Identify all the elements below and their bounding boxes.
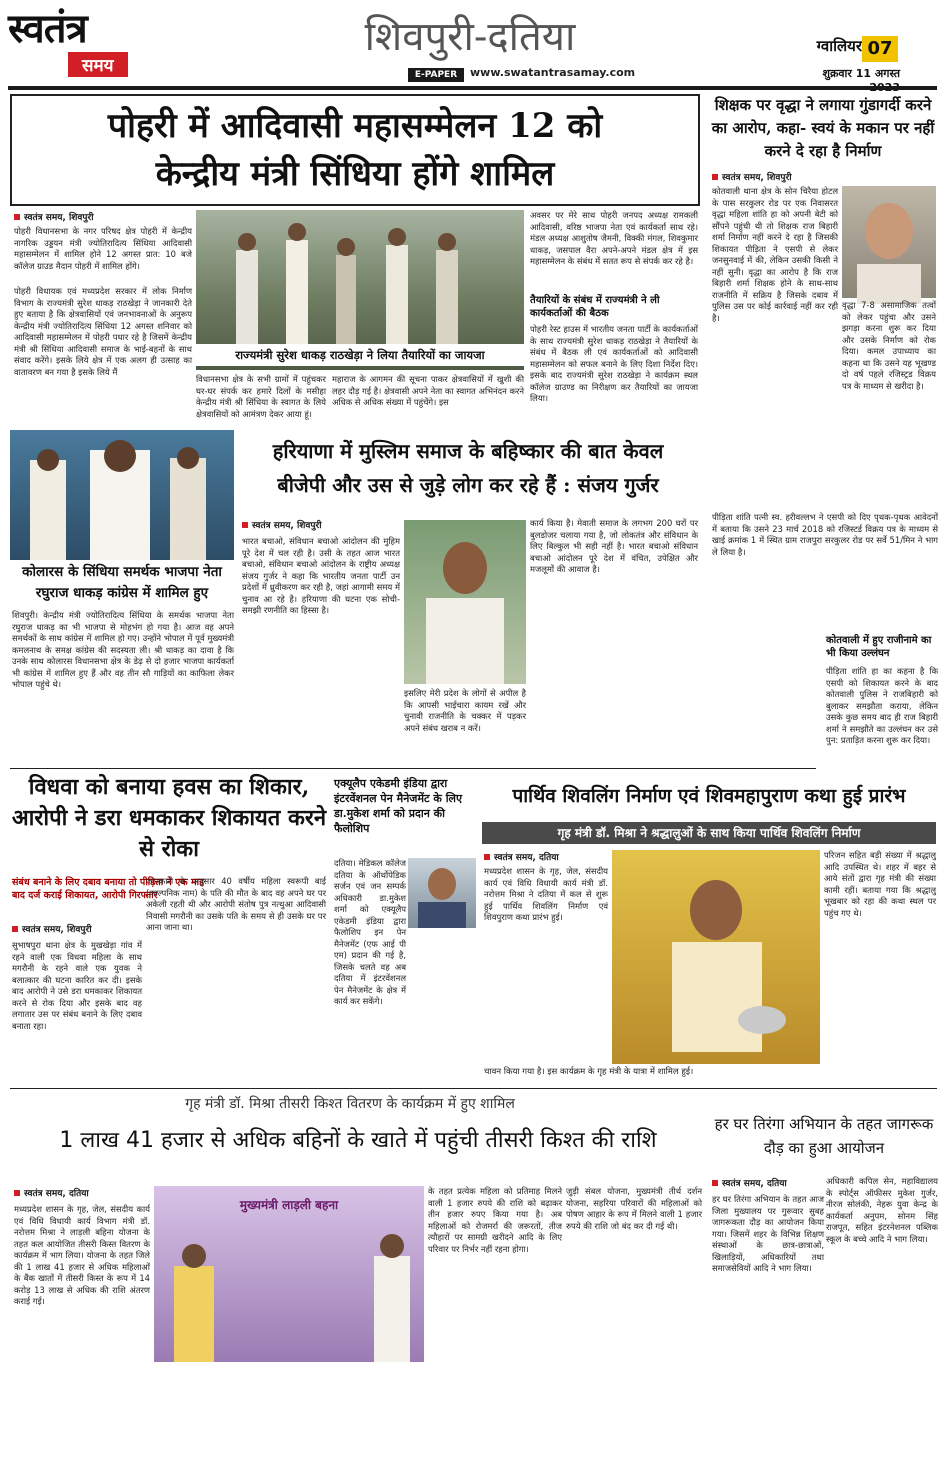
story4-col-3: कार्य किया है। मेवाती समाज के लगभग 200 घरों पर बुलडोजर चलाया गया है, जो लोकतंत्र और संविधान के लिए बिल्कुल भी सही नहीं है। भारत बचाओ संविधान बचाओ आंदोलन पूरे देश में वंचित, उपेक्षित और मजलूमों की आवाज है। [530, 518, 698, 574]
lead-headline-box [10, 94, 700, 206]
story6-headline: एक्यूलैप एकेडमी इंडिया द्वारा इंटरवेंशनल पेन मैनेजमेंट के लिए डा.मुकेश शर्मा को प्रदान की फैलोशिप [334, 777, 463, 835]
story2-text-3: पीड़िता शांति हा का कहना है कि एसपी को शिकायत करने के बाद कोतवाली पुलिस ने राजबिहारी को बुलाकर समझौता कराया, लेकिन उसके कुछ समय बाद ही राज बिहारी शर्मा ने समझौते का उल्लंघन कर उसे पुन: प्रताड़ित करना शुरू कर दिया। [826, 666, 938, 745]
lead-col-3: महाराज के आगमन की सूचना पाकर क्षेत्रवासियों में खुशी की लहर दौड़ गई है। क्षेत्रवासी अपने नेता का स्वागत अभिनंदन करने अधिक से अधिक संख्या में पहुंचेंगे। इस [332, 374, 524, 407]
story4-portrait [404, 520, 526, 684]
story8-photo [154, 1186, 424, 1362]
story4-headline [240, 434, 696, 508]
story3-photo-figures [10, 430, 234, 560]
section-divider-2 [10, 1088, 937, 1089]
lead-col-2: विधानसभा क्षेत्र के सभी ग्रामों में पहुंचकर घर-घर संपर्क कर हमारे दिलों के मसीहा केन्द्रीय मंत्री श्री सिंधिया के स्वागत के लिये क्षेत्रवासियों को आमंत्रण देकर आया हूं। [196, 374, 326, 419]
story8-text-2 [154, 1364, 424, 1462]
story4-photo-caption: इसलिए मेरी प्रदेश के लोगों से अपील है कि आपसी भाईचारा कायम रखें और चुनावी राजनीति के चक्कर में पड़कर अपने संबंध खराब न करें। [404, 688, 526, 733]
lead-para-1: पोहरी विधानसभा के नगर परिषद क्षेत्र पोहरी में केन्द्रीय नागरिक उड्डयन मंत्री ज्योतिरादित्य सिंधिया आदिवासी महासम्मेलन में शामिल होने 12 अगस्त प्रात: 10 बजे कॉलेज ग्राउड मैदान पोहरी में शामिल होंगे। [14, 226, 192, 271]
edition-title: शिवपुरी-दतिया [364, 14, 576, 60]
story5-subhead: संबंध बनाने के लिए दबाव बनाया तो पीड़िता ने एक माह बाद दर्ज कराई शिकायत, आरोपी गिरफ्तार [12, 877, 205, 901]
story2-subhead: कोतवाली में हुए राजीनामे का भी किया उल्लंघन [826, 635, 932, 659]
story4-col-1: भारत बचाओ, संविधान बचाओ आंदोलन की मुहिम पूरे देश में चल रही है। उसी के तहत आज भारत बचाओ, संविधान बचाओ आंदोलन के राष्ट्रीय अध्यक्ष संजय गुर्जर ने कहा कि भारतीय जनता पार्टी उन प्रदेशों में ध्रुवीकरण कर रही है, जहां आगामी समय में चुनाव आ रहे है। हरियाणा की घटना एक सोची-समझी रणनीति का हिस्सा है। [242, 536, 400, 615]
story4-headline-1: हरियाणा में मुस्लिम समाज के बहिष्कार की बात केवल [272, 439, 664, 463]
story6-portrait [408, 858, 476, 928]
story5-byline: स्वतंत्र समय, शिवपुरी [12, 922, 172, 936]
story9-byline: स्वतंत्र समय, दतिया [712, 1176, 822, 1190]
story3-photo [10, 430, 234, 560]
story7-byline: स्वतंत्र समय, दतिया [484, 850, 624, 864]
story7-text-2: परिजन सहित बड़ी संख्या में श्रद्धालु आदि उपस्थित थे। शहर में बहर से आये संतों द्वारा गृह मंत्री की संख्या कामी रहीं। बताया गया कि श्रद्धालु भूखबार को रहा की कथा स्थल पर पहुंच गए थे। [824, 850, 936, 918]
lead-col-4b: पोहरी रेस्ट हाउस में भारतीय जनता पार्टी के कार्यकर्ताओं के साथ राज्यमंत्री सुरेश धाकड़ राठखेड़ा ने तैयारियों के संबंध में बैठक ली एवं कार्यकर्ताओं को आदिवासी महासम्मेलन को सफल बनाने के लिए दिशा निर्देश दिए। इसके बाद राज्यमंत्री सुरेश राठखेड़ा ने कार्यक्रम स्थल कॉलेज ग्राउण्ड का निरीक्षण कर तैयारियों का जायजा लिया। [530, 324, 698, 403]
story8-headline: 1 लाख 41 हजार से अधिक बहिनों के खाते में पहुंची तीसरी किश्त की राशि [59, 1128, 657, 1153]
masthead-divider [8, 86, 937, 90]
lead-headline-1: पोहरी में आदिवासी महासम्मेलन 12 को [107, 106, 603, 146]
website-link[interactable]: www.swatantrasamay.com [470, 66, 636, 79]
lead-headline-2: केन्द्रीय मंत्री सिंधिया होंगे शामिल [155, 154, 555, 194]
story5-headline: विधवा को बनाया हवस का शिकार, आरोपी ने डरा धमकाकर शिकायत करने से रोका [10, 772, 328, 868]
brand-name: स्वतंत्र [8, 5, 87, 52]
story7-subhead: गृह मंत्री डॉ. मिश्रा ने श्रद्धालुओं के साथ किया पार्थिव शिवलिंग निर्माण [482, 822, 936, 844]
lead-byline: स्वतंत्र समय, शिवपुरी [14, 210, 194, 224]
story6-text: दतिया। मेडिकल कॉलेज दतिया के ऑर्थोपेडिक सर्जन एवं जन सम्पर्क अधिकारी डा.मुकेश शर्मा को एक्यूलैप एकेडमी इंडिया द्वारा फैलोशिप इन पेन मैनेजमेंट (एफ आई पी एम) प्रदान की गई है, जिसके चलते वह अब दतिया में इंटरवेंशनल पेन मैनेजमेंट के क्षेत्र में कार्य कर सकेंगे। [334, 858, 406, 1006]
story7-text: मध्यप्रदेश शासन के गृह, जेल, संसदीय कार्य एवं विधि विधायी कार्य मंत्री डॉ. नरोत्तम मिश्रा ने दतिया में कल से शुरू हुई पार्थिव शिवलिंग निर्माण एवं शिवपुराण कथा प्रारंभ हुई। [484, 866, 608, 922]
story3-text: शिवपुरी। केन्द्रीय मंत्री ज्योतिरादित्य सिंधिया के समर्थक भाजपा नेता रघुराज धाकड़ का भी भाजपा से मोहभंग हो गया है। आज वह अपने समर्थकों के साथ कांग्रेस में शामिल हो गए। उन्होंने भोपाल में पूर्व मुख्यमंत्री कमलनाथ के समक्ष कांग्रेस की सदस्यता ली। श्री धाकड़ का दावा है कि उनके साथ कोलारस विधानसभा क्षेत्र के डेढ़ से दो हजार भाजपा कार्यकर्ता भी कांग्रेस में शामिल हुए हैं और वह तीन सौ गाड़ियों का काफिला लेकर भोपाल पहुंचे थे। [12, 610, 234, 689]
story6-photo [408, 858, 476, 928]
story4-photo [404, 520, 526, 684]
epaper-badge: E-PAPER [408, 68, 464, 82]
section-divider [10, 768, 816, 769]
story3-headline: कोलारस के सिंधिया समर्थक भाजपा नेता रघुराज धाकड़ कांग्रेस में शामिल हुए [22, 564, 222, 601]
issue-date: शुक्रवार 11 अगस्त [822, 67, 900, 80]
story9-text-2: अधिकारी कपिल सेन, महाविद्यालय के स्पोर्ट्स ऑफीसर मुकेश गुर्जर, नीरज सोलंकी, नेहरू युवा केन्द्र के कार्यकर्ता अनुपम, सोनम सिंह राजपूत, सहित इंटरनेशनल पब्लिक स्कूल के बच्चे आदि ने भाग लिया। [826, 1176, 938, 1244]
story2-byline: स्वतंत्र समय, शिवपुरी [712, 170, 872, 184]
masthead-logo [8, 6, 138, 86]
story7-photo-figure [612, 850, 820, 1064]
lead-subhead: तैयारियों के संबंध में राज्यमंत्री ने ली कार्यकर्ताओं की बैठक [530, 295, 660, 319]
story2-photo [842, 186, 936, 298]
lead-para-2: पोहरी विधायक एवं मध्यप्रदेश सरकार में लोक निर्माण विभाग के राज्यमंत्री सुरेश धाकड़ राठखेड़ा ने जानकारी देते हुए बताया है कि क्षेत्रवासियों एवं जनभावनाओं के अनुरूप केन्द्रीय मंत्री ज्योतिरादित्य सिंधिया 12 अगस्त शनिवार को आदिवासी महासम्मेलन में पोहरी पधार रहे है जिसमें केन्द्रीय मंत्री श्री सिंधिया आदिवासी समाज के भाई-बहनों के साथ संवाद करेंगे। इसके लिये क्षेत्र में एक अलग ही उत्साह का वातावरण बन गया है इसके लिये मैं [14, 286, 192, 377]
story9-headline: हर घर तिरंगा अभियान के तहत जागरूक दौड़ का हुआ आयोजन [714, 1115, 934, 1157]
story2-photo-caption: वृद्धा 7-8 असामाजिक तत्वों को लेकर पहुंचा और उसने झगड़ा करना शुरू कर दिया और उसके निर्माण को रोक दिया। कमल उपाध्याय का कहना था कि उसने यह भूखण्ड दो वर्ष पहले रजिस्ट्रड विक्रय पत्र के माध्यम से खरीदा है। [842, 300, 936, 391]
lead-photo-caption: राज्यमंत्री सुरेश धाकड़ राठखेड़ा ने लिया तैयारियों का जायजा [196, 344, 524, 366]
story5-text: सुभाषपुरा थाना क्षेत्र के मुखखेड़ा गांव में रहने वाली एक विधवा महिला के साथ मगरौनी के रहने वाले एक युवक ने बलात्कार की घटना कारित कर दी। इसके बाद आरोपी ने उसे डरा धमकाकर शिकायत करने से रोक दिया और इसके बाद वह लगातार उस पर संबंध बनाने के लिए दबाव बनाता रहा। [12, 940, 142, 1031]
story2-portrait [842, 186, 936, 298]
story4-headline-2: बीजेपी और उस से जुड़े लोग कर रहे हैं : संजय गुर्जर [277, 473, 659, 497]
story5-text-2: जानकारी के अनुसार 40 वर्षीय महिला स्वरूपी बाई (काल्पनिक नाम) के पति की मौत के बाद वह अपने घर पर अकेली रहती थी और आरोपी संतोष पुत्र नत्थुआ आदिवासी निवासी मगरौनी का उसके पति के समय से ही उसके घर पर आना जाना था। [146, 876, 326, 932]
lead-col-4: अवसर पर मेरे साथ पोहरी जनपद अध्यक्ष रामकली आदिवासी, वरिष्ठ भाजपा नेता एवं कार्यकर्ता साथ रहे। मंडल अध्यक्ष आशुतोष जैमनी, विक्की मंगल, शिवकुमार धाकड़, जसपाल वैरा अपने-अपने मंडल क्षेत्र में इस महासम्मेलन के संबंध में सतत रूप से संपर्क कर रहे है। [530, 210, 698, 266]
story7-headline: पार्थिव शिवलिंग निर्माण एवं शिवमहापुराण कथा हुई प्रारंभ [512, 785, 906, 807]
story8-kicker: गृह मंत्री डॉ. मिश्रा तीसरी किश्त वितरण के कार्यक्रम में हुए शामिल [185, 1096, 515, 1112]
story9-text: हर घर तिरंगा अभियान के तहत आज जिला मुख्यालय पर गुरूवार सुबह जागरूकता दौड़ का आयोजन किया गया। जिसमें शहर के विभिन्न शिक्षण संस्थाओं के छात्र-छात्राओं, खिलाड़ियों, अधिकारियों तथा समाजसेवियों आदि ने भाग लिया। [712, 1194, 824, 1273]
story7-photo-caption: चावन किया गया है। इस कार्यक्रम के गृह मंत्री के यात्रा में शामिल हुई। [484, 1067, 694, 1077]
story2-headline: शिक्षक पर वृद्धा ने लगाया गुंडागर्दी करने का आरोप, कहा- स्वयं के मकान पर नहीं करने दे रहा है निर्माण [711, 96, 935, 160]
story8-col-4: जुड़ी संबल योजना, मुख्यमंत्री तीर्थ दर्शन योजना, सहरिया परिवारों की महिलाओं को पोषण आहार के रूप में मिलने वाली 1 हजार रुपये की राशि जो बंद कर दी गई थी। [566, 1186, 702, 1231]
story7-photo [612, 850, 820, 1064]
story8-col-3: के तहत प्रत्येक महिला को प्रतिमाह मिलने वाली 1 हजार रुपये की राशि को बढ़ाकर तीन हजार रुपए किया गया है। अब महिलाओं को रोजमर्रा की जरूरतों, तीज त्यौहारों पर सामग्री खरीदने आदि के लिए परिवार पर निर्भर नहीं रहना होगा। [428, 1186, 562, 1254]
story4-byline: स्वतंत्र समय, शिवपुरी [242, 518, 402, 532]
story8-text: मध्यप्रदेश शासन के गृह, जेल, संसदीय कार्य एवं विधि विधायी कार्य विभाग मंत्री डॉ. नरोत्तम मिश्रा ने लाड़ली बहिना योजना के तहत कल आयोजित तीसरी किस्त वितरण के कार्यक्रम में भाग लिया। योजना के तहत जिले की 1 लाख 41 हजार से अधिक महिलाओं के बैंक खातों में तीसरी किस्त के रूप में 14 करोड़ 13 लाख से अधिक की राशि अंतरण कराई गई। [14, 1204, 150, 1306]
story2-text-2: पीड़िता शांति पत्नी स्व. हरीवल्लभ ने एसपी को दिए पृथक-पृथक आवेदनों में बताया कि उसने 23 मार्च 2018 को रजिस्टर्ड विक्रय पत्र के माध्यम से खाई क्रमांक 1 में स्थित ग्राम राजपुरा सरकुलर रोड पर सर्वे 51/मिन ने भाग ले लिया है। [712, 512, 938, 557]
story8-byline: स्वतंत्र समय, दतिया [14, 1186, 164, 1200]
story8-banner-text: मुख्यमंत्री लाड़ली बहना [239, 1198, 339, 1212]
page-number: 07 [862, 36, 898, 62]
city-label: ग्वालियर [816, 37, 862, 55]
brand-tagline: समय [68, 52, 128, 77]
story2-text: कोतवाली थाना क्षेत्र के सोन चिरैया होटल के पास सरकुलर रोड पर एक निवासरत वृद्धा महिला शांति हा को अपनी बेटी को सौंपने पहुंची थी तो शिक्षक राज बिहारी शर्मा निर्माण नहीं करने दे रहा है जिसकी शिकायत पीड़िता ने एसपी से लेकर जनसुनवाई में की, लेकिन उसकी किसी ने नहीं सुनी। वृद्धा का आरोप है कि राज बिहारी शर्मा शिक्षक होने के साथ-साथ राजनीति में सक्रिय है जिसके दबाव में पुलिस उस पर कोई कार्रवाई नहीं कर रही है। [712, 186, 838, 323]
